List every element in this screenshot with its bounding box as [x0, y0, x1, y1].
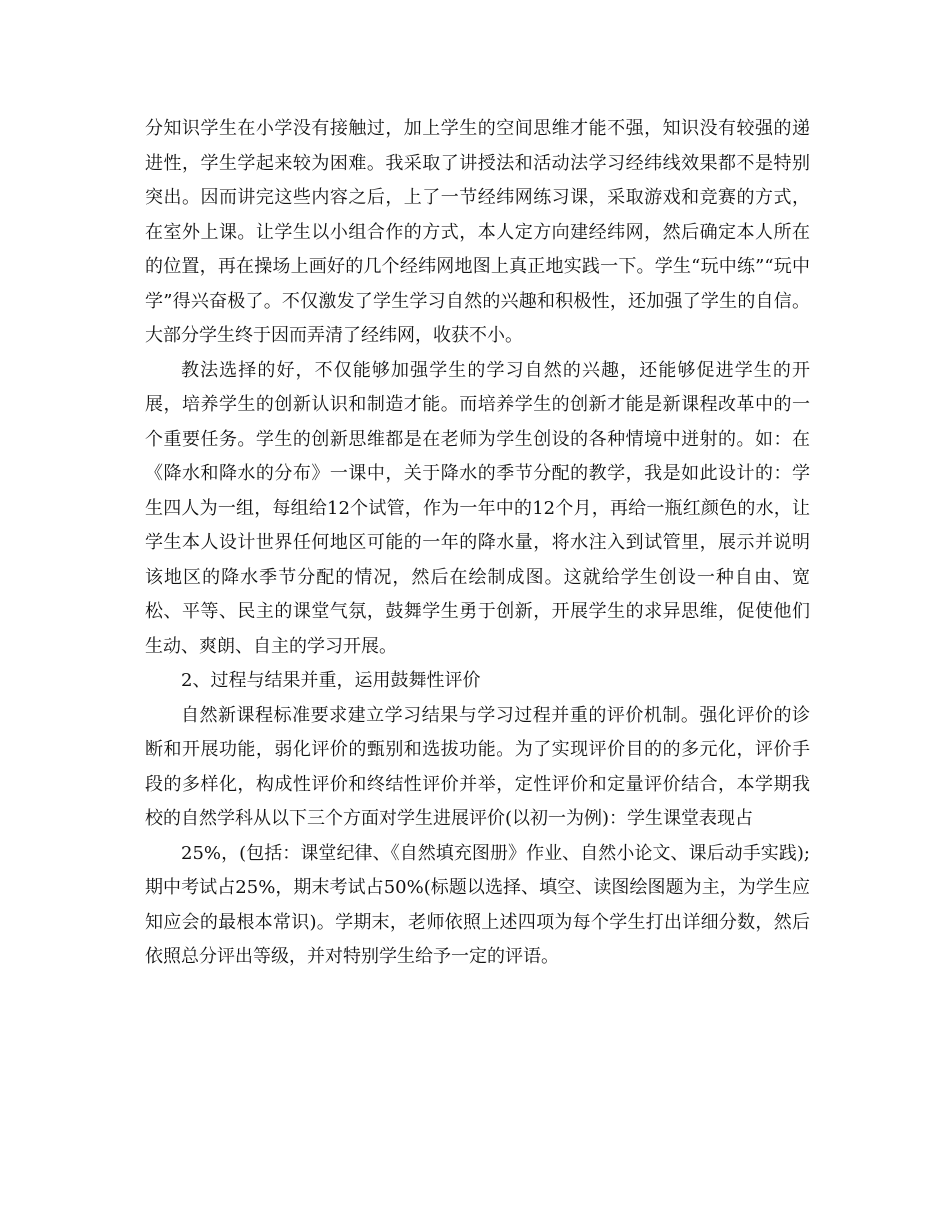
paragraph-3: 自然新课程标准要求建立学习结果与学习过程并重的评价机制。强化评价的诊断和开展功能，弱化评价的甄别和选拔功能。为了实现评价目的的多元化，评价手段的多样化，构成性评价和终结性评价并举，定性评价和定量评价结合，本学期我校的自然学科从以下三个方面对学生进展评价(以初一为例)：学生课堂表现占 — [145, 704, 810, 829]
document-body — [145, 112, 810, 975]
paragraph-2: 教法选择的好，不仅能够加强学生的学习自然的兴趣，还能够促进学生的开展，培养学生的创新认识和制造才能。而培养学生的创新才能是新课程改革中的一个重要任务。学生的创新思维都是在老师为学生创设的各种情境中迸射的。如：在《降水和降水的分布》一课中，关于降水的季节分配的教学，我是如此设计的：学生四人为一组，每组给12个试管，作为一年中的12个月，再给一瓶红颜色的水，让学生本人设计世界任何地区可能的一年的降水量，将水注入到试管里，展示并说明该地区的降水季节分配的情况，然后在绘制成图。这就给学生创设一种自由、宽松、平等、民主的课堂气氛，鼓舞学生勇于创新，开展学生的求异思维，促使他们生动、爽朗、自主的学习开展。 — [145, 359, 810, 657]
paragraph-1: 分知识学生在小学没有接触过，加上学生的空间思维才能不强，知识没有较强的递进性，学生学起来较为困难。我采取了讲授法和活动法学习经纬线效果都不是特别突出。因而讲完这些内容之后，上了一节经纬网练习课，采取游戏和竞赛的方式，在室外上课。让学生以小组合作的方式，本人定方向建经纬网，然后确定本人所在的位置，再在操场上画好的几个经纬网地图上真正地实践一下。学生“玩中练”“玩中学”得兴奋极了。不仅激发了学生学习自然的兴趣和积极性，还加强了学生的自信。大部分学生终于因而弄清了经纬网，收获不小。 — [145, 118, 810, 346]
section-heading: 2、过程与结果并重，运用鼓舞性评价 — [181, 670, 481, 691]
paragraph-4: 25%，(包括：课堂纪律、《自然填充图册》作业、自然小论文、课后动手实践);期中考试占25%，期末考试占50%(标题以选择、填空、读图绘图题为主，为学生应知应会的最根本常识)。学期末，老师依照上述四项为每个学生打出详细分数，然后依照总分评出等级，并对特别学生给予一定的评语。 — [145, 842, 810, 967]
